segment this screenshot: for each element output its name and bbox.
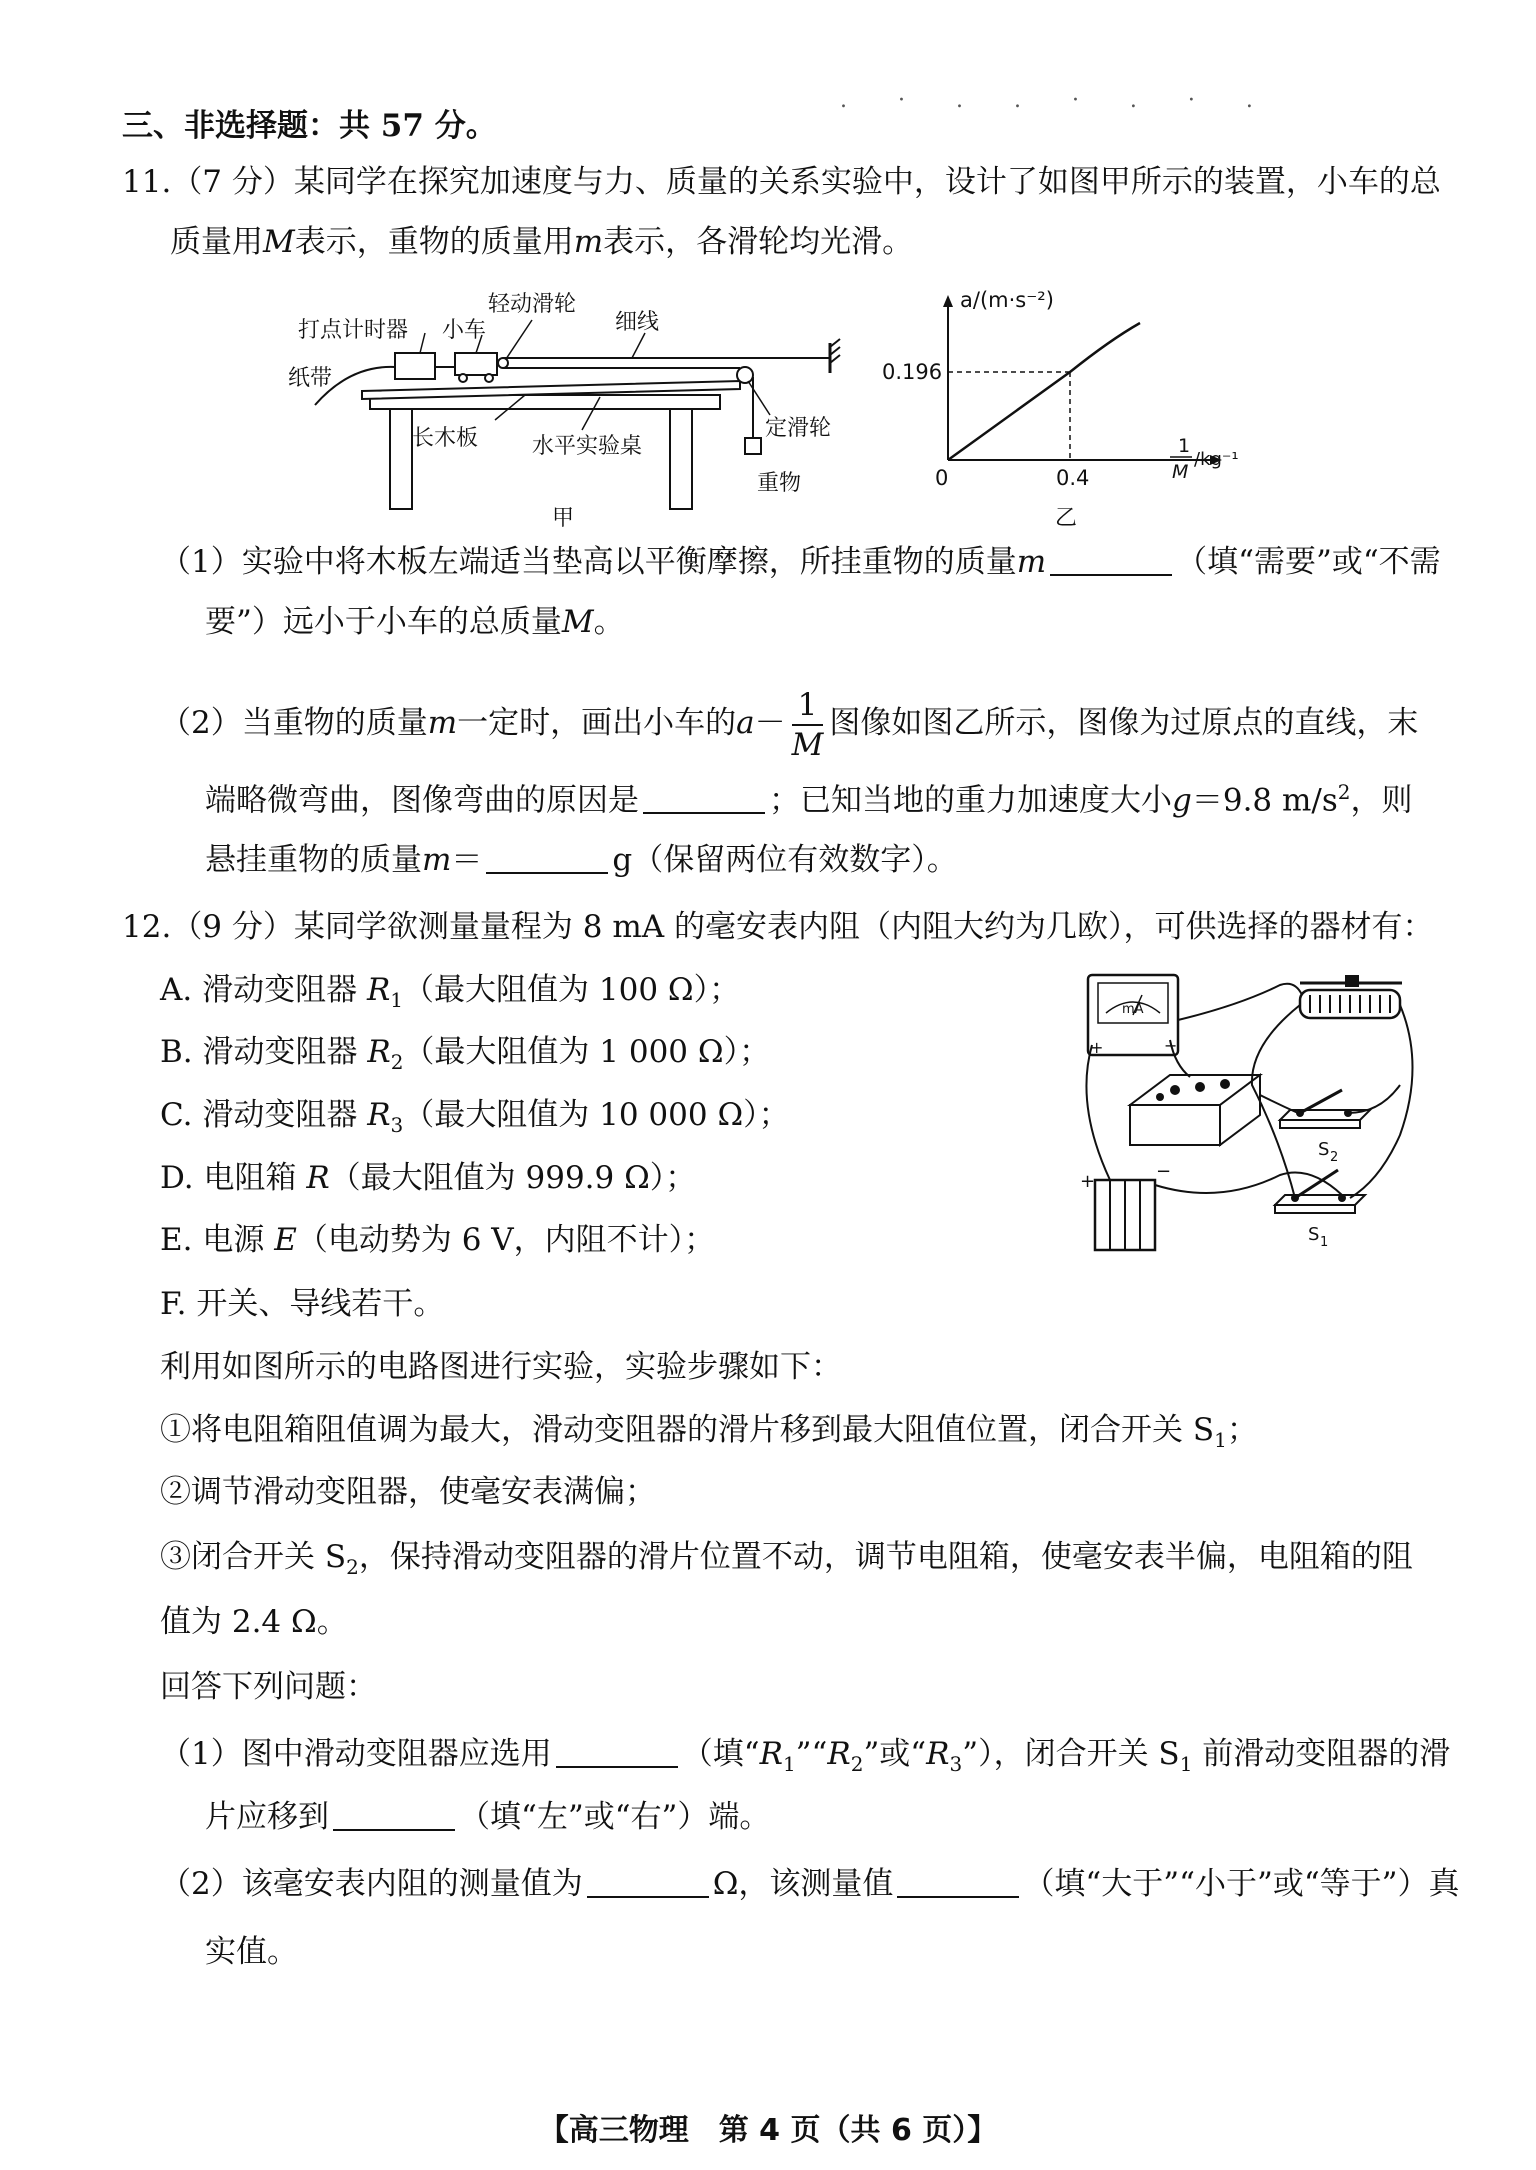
wire [1155, 1173, 1342, 1196]
subscript: 2 [850, 1752, 864, 1777]
frac-denominator: M [791, 726, 824, 763]
label-tape: 纸带 [288, 366, 333, 391]
answer-blank[interactable] [643, 780, 765, 814]
var-g: g [1172, 782, 1192, 819]
var-R: R [367, 1034, 391, 1070]
leader [506, 320, 532, 359]
q11-p2-i: ＝ [451, 842, 483, 878]
knob [1170, 1085, 1180, 1095]
wire [1350, 1005, 1413, 1198]
q12-q1-h: （填“左”或“右”）端。 [459, 1799, 771, 1835]
label-fixed-pulley: 定滑轮 [765, 416, 832, 441]
answer-blank[interactable] [1050, 542, 1172, 576]
var-R: R [367, 1097, 391, 1133]
q11-p2-a: （2）当重物的质量 [160, 705, 428, 741]
q11-p2-f: ＝9.8 m/s [1191, 782, 1338, 819]
y-axis-label: a/(m·s⁻²) [960, 288, 1054, 312]
q11-p2-g2: ，则 [1350, 782, 1413, 819]
q12-q1-f: 前滑动变阻器的滑 [1192, 1736, 1451, 1772]
q11-stem-line1 [122, 160, 1441, 204]
q12-step1 [160, 1408, 1258, 1462]
y-tick-label: 0.196 [882, 360, 943, 384]
q11-p2-c: 图像如图乙所示，图像为过原点的直线，末 [829, 705, 1419, 741]
q11-p1-b: （填“需要”或“不需 [1176, 544, 1441, 580]
answer-blank[interactable] [897, 1864, 1019, 1898]
light-pulley-icon [498, 358, 508, 368]
label-board: 长木板 [412, 426, 479, 451]
footer-text: 【高三物理 第 4 页（共 6 页）】 [538, 2113, 998, 2148]
answer-blank[interactable] [587, 1864, 709, 1898]
q12-answer-intro [160, 1665, 377, 1709]
q12-part1-line1 [160, 1732, 1450, 1786]
figure-b-caption: 乙 [1055, 506, 1078, 531]
slider [1345, 975, 1359, 987]
weight-icon [745, 438, 761, 454]
step3-a: ③闭合开关 S [160, 1539, 347, 1575]
fixed-pulley-icon [737, 367, 753, 383]
q11-p2-d: 端略微弯曲，图像弯曲的原因是 [205, 782, 639, 819]
label-weight: 重物 [757, 471, 802, 496]
battery-plus: + [1080, 1171, 1096, 1192]
q12-step3-line1 [160, 1535, 1413, 1589]
battery-minus: − [1156, 1161, 1172, 1182]
q11-stem-2c: 表示，各滑轮均光滑。 [603, 224, 914, 260]
subscript: 1 [1179, 1752, 1193, 1777]
q12-option-d [160, 1156, 696, 1200]
opt-c-text: C. 滑动变阻器 [160, 1097, 368, 1133]
page-footer [0, 2105, 1536, 2149]
figure-apparatus [270, 285, 870, 545]
q11-part2-line1 [160, 683, 1418, 764]
leader [632, 333, 645, 358]
answer-blank[interactable] [486, 840, 608, 874]
x-axis-num: 1 [1178, 435, 1191, 457]
label-table: 水平实验桌 [532, 434, 643, 459]
y-arrow [943, 295, 953, 307]
q12-intro-text: 利用如图所示的电路图进行实验，实验步骤如下： [160, 1349, 842, 1385]
opt-e-text: E. 电源 [160, 1222, 275, 1258]
subscript: 3 [390, 1113, 404, 1138]
q11-part1-line1 [160, 540, 1441, 584]
q12-option-a [160, 968, 740, 1022]
q11-p2-j: g（保留两位有效数字）。 [612, 842, 958, 878]
subscript: 3 [949, 1752, 963, 1777]
meter-plus: + [1090, 1038, 1104, 1057]
var-R: R [306, 1160, 330, 1196]
q12-option-e [160, 1218, 715, 1262]
var-M: M [263, 224, 295, 260]
var-M: M [561, 604, 594, 640]
cart-icon [455, 353, 497, 375]
subscript: 2 [346, 1555, 359, 1580]
q11-stem-text-1: 某同学在探究加速度与力、质量的关系实验中，设计了如图甲所示的装置，小车的总 [293, 164, 1441, 200]
a-vs-invM-curve [948, 323, 1140, 460]
var-m: m [427, 705, 458, 741]
label-s2-sub: 2 [1330, 1150, 1339, 1165]
wheel-icon [459, 374, 467, 382]
q12-stem [122, 905, 1433, 949]
q11-score: （7 分） [171, 164, 294, 200]
var-R: R [366, 972, 391, 1008]
answer-intro-text: 回答下列问题： [160, 1669, 377, 1705]
step1-end: ； [1226, 1412, 1258, 1448]
q12-q1-a: （1）图中滑动变阻器应选用 [160, 1736, 552, 1772]
opt-c-tail: （最大阻值为 10 000 Ω）； [403, 1097, 790, 1133]
label-cart: 小车 [442, 318, 487, 343]
wire [1086, 1045, 1110, 1180]
label-s1: S [1308, 1224, 1320, 1245]
x-axis-unit: /kg⁻¹ [1194, 449, 1239, 470]
opt-d-text: D. 电阻箱 [160, 1160, 307, 1196]
q12-q1-g: 片应移到 [205, 1799, 329, 1835]
q12-q2-a: （2）该毫安表内阻的测量值为 [160, 1866, 583, 1902]
q12-step3-line2 [160, 1600, 348, 1644]
knob [1156, 1093, 1164, 1101]
q12-score: （9 分） [171, 909, 294, 945]
q12-part2-line2 [205, 1930, 298, 1974]
wire [1260, 1095, 1298, 1113]
var-E: E [274, 1222, 297, 1258]
q12-number: 12. [122, 909, 172, 945]
leader [748, 381, 770, 415]
table-leg-right [670, 409, 692, 509]
section-title [122, 104, 497, 148]
q11-stem-2b: 表示，重物的质量用 [294, 224, 574, 260]
timer-icon [395, 353, 435, 379]
opt-a-tail: （最大阻值为 100 Ω）； [403, 972, 741, 1008]
answer-blank[interactable] [333, 1797, 455, 1831]
opt-f-text: F. 开关、导线若干。 [160, 1286, 445, 1322]
subscript: 1 [782, 1752, 796, 1777]
figure-circuit [1080, 965, 1430, 1265]
opt-b-tail: （最大阻值为 1 000 Ω）； [403, 1034, 771, 1070]
step3-b: ，保持滑动变阻器的滑片位置不动，调节电阻箱，使毫安表半偏，电阻箱的阻 [358, 1539, 1413, 1575]
opt-b-text: B. 滑动变阻器 [160, 1034, 368, 1070]
q12-option-c [160, 1093, 790, 1147]
q12-part2-line1 [160, 1862, 1460, 1906]
answer-blank[interactable] [556, 1734, 678, 1768]
q12-q1-d: ”或“ [863, 1736, 927, 1772]
var-m: m [422, 842, 452, 878]
switch-base [1275, 1205, 1355, 1213]
q11-stem-2a: 质量用 [170, 224, 263, 260]
var-R: R [759, 1736, 783, 1772]
q12-q2-c: （填“大于”“小于”或“等于”）真 [1023, 1866, 1460, 1902]
q12-intro [160, 1345, 842, 1389]
wire [1178, 984, 1302, 1020]
wheel-icon [485, 374, 493, 382]
label-s1-sub: 1 [1320, 1235, 1329, 1250]
q12-q2-b: Ω，该测量值 [712, 1866, 894, 1902]
q11-p1-c: 要”）远小于小车的总质量 [205, 604, 562, 640]
q12-q1-b: （填“ [681, 1736, 760, 1772]
q12-step2 [160, 1470, 656, 1514]
knob [1195, 1082, 1205, 1092]
dash: － [754, 705, 786, 741]
var-m: m [1016, 544, 1047, 580]
step3-c: 值为 2.4 Ω。 [160, 1604, 348, 1640]
q11-p1-d: 。 [593, 604, 625, 640]
subscript: 1 [1214, 1428, 1227, 1453]
q12-stem-text: 某同学欲测量量程为 8 mA 的毫安表内阻（内阻大约为几欧），可供选择的器材有： [293, 909, 1434, 945]
x-tick-label: 0.4 [1056, 466, 1090, 490]
wire [1348, 1085, 1400, 1113]
step1-text: ①将电阻箱阻值调为最大，滑动变阻器的滑片移到最大阻值位置，闭合开关 S [160, 1412, 1215, 1448]
section-title-text: 三、非选择题：共 57 分。 [122, 108, 497, 144]
opt-a-text: A. 滑动变阻器 [160, 972, 367, 1008]
q11-p2-b: 一定时，画出小车的 [457, 705, 737, 741]
q12-option-f [160, 1282, 444, 1326]
q11-p1-a: （1）实验中将木板左端适当垫高以平衡摩擦，所挂重物的质量 [160, 544, 1017, 580]
q11-part1-line2 [205, 600, 625, 644]
label-s2: S [1318, 1139, 1330, 1160]
q11-number: 11. [122, 164, 172, 200]
box-front [1130, 1105, 1220, 1145]
q12-q2-d: 实值。 [205, 1934, 298, 1970]
label-timer: 打点计时器 [298, 318, 409, 343]
label-thread: 细线 [615, 310, 660, 335]
frac-numerator: 1 [792, 686, 824, 726]
q12-q1-e: ”），闭合开关 S [962, 1736, 1180, 1772]
var-m: m [573, 224, 604, 260]
switch-base [1280, 1120, 1360, 1128]
origin-label: 0 [935, 466, 949, 490]
superscript: 2 [1337, 780, 1351, 804]
figure-a-caption: 甲 [552, 506, 575, 531]
leader [420, 333, 425, 353]
figure-graph [880, 285, 1240, 535]
q11-part2-line3 [205, 838, 958, 882]
q12-option-b [160, 1030, 770, 1084]
q11-p2-h: 悬挂重物的质量 [205, 842, 422, 878]
knob [1220, 1079, 1230, 1089]
x-axis-den: M [1172, 461, 1189, 483]
switch-blade [1295, 1170, 1338, 1198]
label-light-pulley: 轻动滑轮 [488, 292, 577, 317]
step2-text: ②调节滑动变阻器，使毫安表满偏； [160, 1474, 656, 1510]
opt-e-tail: （电动势为 6 V，内阻不计）； [296, 1222, 716, 1258]
var-a: a [736, 705, 755, 741]
q12-q1-c: ”“ [795, 1736, 828, 1772]
terminal [1338, 1194, 1346, 1202]
q12-part1-line2 [205, 1795, 770, 1839]
subscript: 1 [390, 988, 404, 1013]
var-R: R [827, 1736, 851, 1772]
q11-p2-e: ；已知当地的重力加速度大小 [769, 782, 1172, 819]
table-leg-left [390, 409, 412, 509]
wire [1252, 1005, 1300, 1198]
var-R: R [926, 1736, 950, 1772]
meter-minus: − [1164, 1036, 1178, 1055]
fraction-1-over-M [792, 686, 824, 764]
subscript: 2 [390, 1050, 404, 1075]
q11-stem-line2 [170, 220, 913, 264]
scan-dots: . · . . · . · . [840, 88, 1275, 113]
opt-d-tail: （最大阻值为 999.9 Ω）； [329, 1160, 697, 1196]
q11-part2-line2 [205, 770, 1413, 822]
meter-label: mA [1122, 1002, 1144, 1017]
